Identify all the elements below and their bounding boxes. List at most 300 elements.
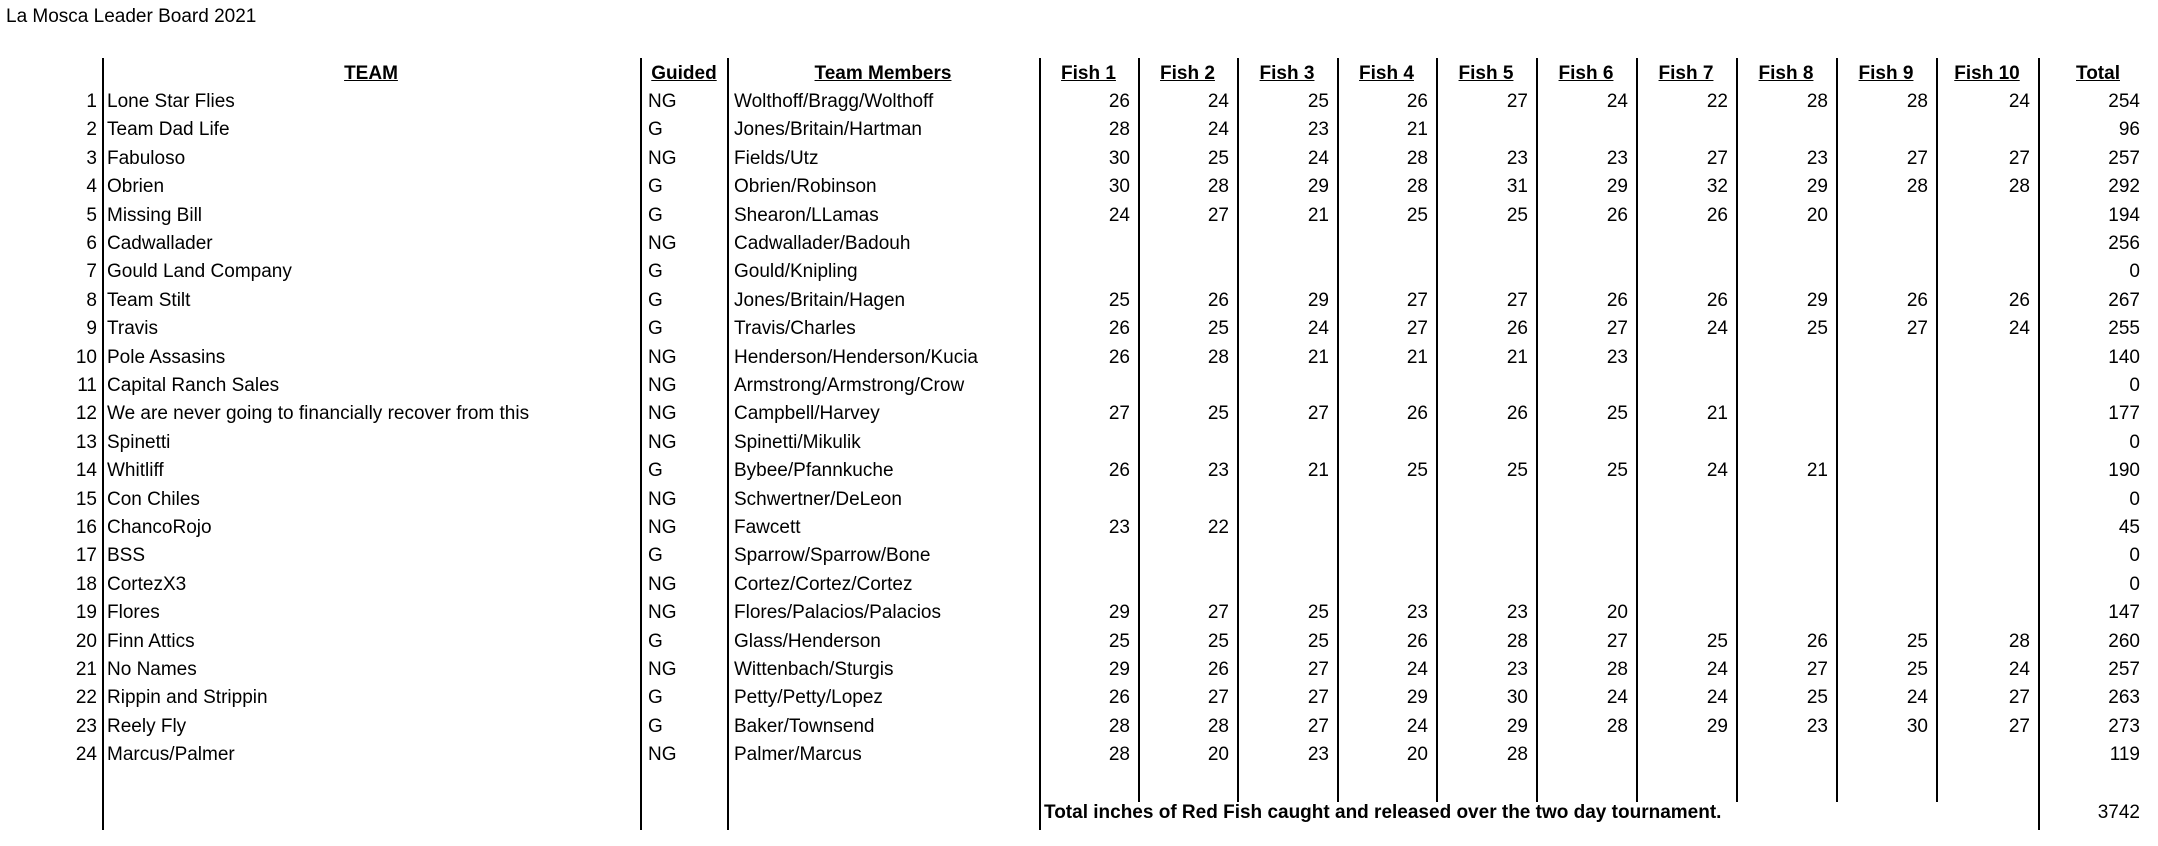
fish-10-cell: 28 — [2008, 176, 2030, 198]
guided-cell: NG — [648, 403, 677, 425]
fish-8-cell: 27 — [1806, 659, 1828, 680]
fish-6-cell: 24 — [1606, 687, 1628, 709]
team-name-cell: Finn Attics — [107, 630, 195, 652]
fish-10-cell — [1950, 429, 2030, 457]
fish-5-cell — [1448, 486, 1528, 514]
fish-9-cell — [1848, 202, 1928, 230]
team-name-cell: Spinetti — [107, 431, 171, 453]
fish-5-cell — [1448, 542, 1528, 570]
fish-6-cell — [1548, 741, 1628, 769]
fish-2-cell — [1149, 258, 1229, 286]
fish-4-cell: 21 — [1406, 119, 1428, 141]
fish-9-cell: 25 — [1906, 630, 1928, 652]
fish-1-cell: 25 — [1108, 630, 1130, 652]
rank-cell: 19 — [75, 602, 97, 624]
fish-9-cell: 30 — [1906, 715, 1928, 737]
fish-4-cell: 27 — [1406, 289, 1428, 311]
fish-6-cell — [1548, 230, 1628, 258]
fish-8-cell: 23 — [1806, 715, 1828, 737]
fish-7-cell — [1648, 571, 1728, 599]
header-fish-2: Fish 2 — [1160, 63, 1215, 84]
fish-7-cell — [1648, 741, 1728, 769]
team-members-cell: Jones/Britain/Hagen — [734, 289, 906, 311]
header-fish-4: Fish 4 — [1359, 63, 1414, 84]
rank-cell: 13 — [75, 431, 97, 453]
team-members-cell: Henderson/Henderson/Kucia — [734, 346, 978, 368]
fish-10-cell — [1950, 230, 2030, 258]
rank-cell: 22 — [75, 687, 97, 709]
fish-7-cell: 22 — [1706, 91, 1728, 112]
fish-3-cell — [1249, 514, 1329, 542]
table-row — [0, 684, 2158, 712]
guided-cell: NG — [648, 573, 677, 595]
fish-6-cell: 24 — [1606, 91, 1628, 112]
fish-2-cell: 28 — [1207, 715, 1229, 737]
fish-1-cell — [1050, 429, 1130, 457]
fish-2-cell: 27 — [1207, 687, 1229, 709]
fish-10-cell — [1950, 514, 2030, 542]
fish-5-cell: 27 — [1506, 91, 1528, 112]
fish-10-cell: 27 — [2008, 147, 2030, 169]
table-row — [0, 542, 2158, 570]
fish-6-cell: 28 — [1606, 715, 1628, 737]
fish-6-cell: 23 — [1606, 346, 1628, 368]
fish-2-cell: 20 — [1207, 744, 1229, 766]
header-fish-6: Fish 6 — [1558, 63, 1614, 84]
fish-8-cell: 28 — [1806, 91, 1828, 112]
fish-8-cell: 20 — [1806, 204, 1828, 226]
fish-1-cell: 23 — [1108, 517, 1130, 538]
total-cell: 0 — [2129, 488, 2140, 510]
fish-5-cell — [1448, 116, 1528, 144]
table-row — [0, 202, 2158, 230]
fish-5-cell: 26 — [1506, 403, 1528, 425]
guided-cell: NG — [648, 233, 677, 254]
fish-7-cell: 26 — [1706, 204, 1728, 226]
fish-8-cell: 23 — [1806, 147, 1828, 169]
rank-cell: 11 — [77, 375, 97, 396]
total-cell: 194 — [2108, 204, 2140, 226]
total-cell: 0 — [2129, 573, 2140, 595]
fish-3-cell: 23 — [1307, 744, 1329, 766]
fish-7-cell — [1648, 230, 1728, 258]
total-cell: 255 — [2108, 318, 2140, 340]
total-cell: 292 — [2108, 176, 2140, 198]
fish-5-cell: 28 — [1506, 744, 1528, 766]
header-fish-1: Fish 1 — [1061, 63, 1116, 84]
header-fish-7: Fish 7 — [1658, 63, 1714, 84]
fish-1-cell: 29 — [1108, 659, 1130, 680]
fish-7-cell: 32 — [1706, 176, 1728, 198]
team-name-cell: Team Stilt — [107, 289, 191, 311]
fish-10-cell — [1950, 116, 2030, 144]
fish-1-cell: 25 — [1108, 289, 1130, 311]
guided-cell: NG — [648, 659, 677, 680]
fish-6-cell — [1548, 258, 1628, 286]
fish-4-cell: 21 — [1406, 346, 1428, 368]
header-fish-9: Fish 9 — [1858, 63, 1914, 84]
fish-4-cell — [1348, 372, 1428, 400]
fish-4-cell — [1348, 571, 1428, 599]
team-name-cell: Travis — [107, 318, 159, 340]
fish-6-cell: 25 — [1606, 460, 1628, 482]
fish-7-cell: 25 — [1706, 630, 1728, 652]
fish-2-cell: 25 — [1207, 147, 1229, 169]
header-guided: Guided — [651, 63, 717, 84]
team-name-cell: Fabuloso — [107, 147, 186, 169]
fish-7-cell: 24 — [1706, 318, 1728, 340]
fish-4-cell — [1348, 542, 1428, 570]
table-row — [0, 486, 2158, 514]
fish-9-cell — [1848, 344, 1928, 372]
fish-3-cell: 29 — [1307, 289, 1329, 311]
team-name-cell: Lone Star Flies — [107, 91, 235, 112]
fish-8-cell — [1748, 571, 1828, 599]
fish-1-cell: 30 — [1108, 176, 1130, 198]
fish-7-cell — [1648, 116, 1728, 144]
fish-2-cell: 24 — [1207, 91, 1229, 112]
fish-4-cell: 28 — [1406, 176, 1428, 198]
fish-1-cell: 29 — [1108, 602, 1130, 624]
total-cell: 260 — [2108, 630, 2140, 652]
fish-2-cell: 25 — [1207, 403, 1229, 425]
total-cell: 0 — [2129, 545, 2140, 567]
rank-cell: 10 — [75, 346, 97, 368]
header-total: Total — [2076, 63, 2120, 84]
rank-cell: 17 — [75, 545, 97, 567]
table-row — [0, 230, 2158, 258]
fish-3-cell — [1249, 429, 1329, 457]
team-members-cell: Campbell/Harvey — [734, 403, 880, 425]
fish-7-cell — [1648, 429, 1728, 457]
guided-cell: G — [648, 289, 663, 311]
total-cell: 190 — [2108, 460, 2140, 482]
fish-1-cell: 28 — [1108, 119, 1130, 141]
fish-3-cell — [1249, 258, 1329, 286]
fish-4-cell: 27 — [1406, 318, 1428, 340]
fish-6-cell — [1548, 116, 1628, 144]
fish-10-cell: 28 — [2008, 630, 2030, 652]
table-row — [0, 145, 2158, 173]
team-members-cell: Travis/Charles — [734, 318, 856, 340]
fish-7-cell: 24 — [1706, 687, 1728, 709]
fish-8-cell — [1748, 400, 1828, 428]
guided-cell: G — [648, 204, 663, 226]
team-name-cell: Gould Land Company — [107, 261, 292, 283]
fish-8-cell — [1748, 486, 1828, 514]
grand-total: 3742 — [2097, 802, 2140, 823]
fish-4-cell — [1348, 230, 1428, 258]
fish-2-cell: 25 — [1207, 630, 1229, 652]
guided-cell: NG — [648, 744, 677, 766]
fish-5-cell — [1448, 571, 1528, 599]
fish-3-cell: 21 — [1307, 346, 1329, 368]
fish-5-cell: 25 — [1506, 460, 1528, 482]
fish-9-cell — [1848, 400, 1928, 428]
fish-9-cell — [1848, 116, 1928, 144]
fish-4-cell: 29 — [1406, 687, 1428, 709]
team-name-cell: CortezX3 — [107, 573, 187, 595]
team-name-cell: Obrien — [107, 176, 165, 198]
fish-3-cell: 27 — [1307, 715, 1329, 737]
fish-1-cell — [1050, 258, 1130, 286]
rank-cell: 2 — [86, 119, 97, 141]
table-row — [0, 315, 2158, 343]
fish-1-cell — [1050, 230, 1130, 258]
guided-cell: G — [648, 119, 663, 141]
fish-4-cell: 24 — [1406, 715, 1428, 737]
team-name-cell: BSS — [107, 545, 146, 567]
rank-cell: 15 — [75, 488, 97, 510]
team-members-cell: Jones/Britain/Hartman — [734, 119, 922, 141]
guided-cell: NG — [648, 431, 677, 453]
fish-9-cell — [1848, 599, 1928, 627]
guided-cell: G — [648, 687, 663, 709]
table-row — [0, 88, 2158, 116]
fish-10-cell — [1950, 258, 2030, 286]
team-members-cell: Glass/Henderson — [734, 630, 881, 652]
table-row — [0, 514, 2158, 542]
fish-6-cell — [1548, 486, 1628, 514]
header-fish-8: Fish 8 — [1758, 63, 1814, 84]
guided-cell: G — [648, 715, 663, 737]
guided-cell: G — [648, 261, 663, 283]
team-name-cell: Pole Assasins — [107, 346, 226, 368]
fish-7-cell: 26 — [1706, 289, 1728, 311]
fish-9-cell — [1848, 258, 1928, 286]
table-row — [0, 713, 2158, 741]
fish-10-cell — [1950, 741, 2030, 769]
fish-10-cell: 24 — [2008, 659, 2030, 680]
fish-10-cell — [1950, 571, 2030, 599]
fish-3-cell — [1249, 571, 1329, 599]
fish-4-cell: 23 — [1406, 602, 1428, 624]
fish-6-cell — [1548, 571, 1628, 599]
team-members-cell: Fields/Utz — [734, 147, 819, 169]
fish-1-cell — [1050, 372, 1130, 400]
fish-8-cell — [1748, 344, 1828, 372]
team-name-cell: Marcus/Palmer — [107, 744, 235, 766]
guided-cell: NG — [648, 147, 677, 169]
fish-4-cell: 26 — [1406, 91, 1428, 112]
fish-6-cell: 26 — [1606, 289, 1628, 311]
fish-2-cell: 27 — [1207, 204, 1229, 226]
fish-7-cell: 24 — [1706, 460, 1728, 482]
fish-9-cell — [1848, 486, 1928, 514]
rank-cell: 1 — [86, 91, 97, 112]
team-name-cell: Con Chiles — [107, 488, 200, 510]
fish-1-cell: 30 — [1108, 147, 1130, 169]
team-name-cell: Whitliff — [107, 460, 164, 482]
team-members-cell: Bybee/Pfannkuche — [734, 460, 894, 482]
fish-2-cell — [1149, 542, 1229, 570]
fish-5-cell — [1448, 230, 1528, 258]
team-members-cell: Cadwallader/Badouh — [734, 233, 911, 254]
fish-2-cell: 28 — [1207, 346, 1229, 368]
fish-5-cell: 23 — [1506, 147, 1528, 169]
fish-10-cell — [1950, 400, 2030, 428]
rank-cell: 21 — [75, 659, 97, 680]
fish-8-cell: 29 — [1806, 289, 1828, 311]
table-row — [0, 258, 2158, 286]
fish-5-cell: 29 — [1506, 715, 1528, 737]
team-name-cell: Rippin and Strippin — [107, 687, 268, 709]
fish-8-cell: 25 — [1806, 318, 1828, 340]
header-team-members: Team Members — [814, 63, 952, 84]
fish-6-cell — [1548, 372, 1628, 400]
guided-cell: NG — [648, 488, 677, 510]
fish-5-cell — [1448, 258, 1528, 286]
team-name-cell: Team Dad Life — [107, 119, 230, 141]
fish-4-cell: 26 — [1406, 403, 1428, 425]
rank-cell: 3 — [86, 147, 97, 169]
rank-cell: 14 — [75, 460, 97, 482]
fish-3-cell: 21 — [1307, 204, 1329, 226]
fish-3-cell: 27 — [1307, 403, 1329, 425]
fish-6-cell: 27 — [1606, 318, 1628, 340]
fish-9-cell — [1848, 230, 1928, 258]
fish-7-cell: 21 — [1706, 403, 1728, 425]
fish-3-cell — [1249, 486, 1329, 514]
fish-4-cell — [1348, 486, 1428, 514]
fish-1-cell: 26 — [1108, 318, 1130, 340]
table-row — [0, 628, 2158, 656]
fish-6-cell — [1548, 429, 1628, 457]
fish-9-cell: 28 — [1906, 91, 1928, 112]
table-row — [0, 599, 2158, 627]
fish-4-cell: 28 — [1406, 147, 1428, 169]
guided-cell: G — [648, 630, 663, 652]
fish-5-cell: 31 — [1506, 176, 1528, 198]
fish-8-cell: 25 — [1806, 687, 1828, 709]
fish-10-cell — [1950, 542, 2030, 570]
total-cell: 140 — [2108, 346, 2140, 368]
fish-5-cell: 28 — [1506, 630, 1528, 652]
fish-9-cell — [1848, 514, 1928, 542]
fish-1-cell: 26 — [1108, 91, 1130, 112]
fish-2-cell — [1149, 372, 1229, 400]
guided-cell: NG — [648, 346, 677, 368]
fish-7-cell — [1648, 599, 1728, 627]
fish-1-cell: 26 — [1108, 346, 1130, 368]
fish-8-cell — [1748, 429, 1828, 457]
fish-10-cell — [1950, 599, 2030, 627]
fish-7-cell — [1648, 542, 1728, 570]
table-row — [0, 116, 2158, 144]
total-cell: 0 — [2129, 431, 2140, 453]
table-row — [0, 457, 2158, 485]
total-cell: 256 — [2108, 233, 2140, 254]
fish-4-cell: 20 — [1406, 744, 1428, 766]
fish-3-cell — [1249, 542, 1329, 570]
fish-2-cell: 26 — [1207, 289, 1229, 311]
table-row — [0, 741, 2158, 769]
guided-cell: G — [648, 545, 663, 567]
fish-2-cell: 27 — [1207, 602, 1229, 624]
table-row — [0, 173, 2158, 201]
fish-2-cell — [1149, 571, 1229, 599]
fish-8-cell — [1748, 741, 1828, 769]
fish-8-cell — [1748, 258, 1828, 286]
fish-2-cell — [1149, 486, 1229, 514]
fish-10-cell — [1950, 372, 2030, 400]
fish-2-cell: 25 — [1207, 318, 1229, 340]
team-members-cell: Baker/Townsend — [734, 715, 875, 737]
team-name-cell: ChancoRojo — [107, 517, 212, 538]
total-cell: 0 — [2129, 261, 2140, 283]
fish-8-cell — [1748, 372, 1828, 400]
team-name-cell: Cadwallader — [107, 233, 213, 254]
guided-cell: NG — [648, 375, 677, 396]
team-name-cell: Capital Ranch Sales — [107, 375, 280, 396]
fish-7-cell — [1648, 258, 1728, 286]
fish-5-cell: 25 — [1506, 204, 1528, 226]
total-cell: 147 — [2108, 602, 2140, 624]
total-cell: 45 — [2118, 517, 2140, 538]
total-cell: 263 — [2108, 687, 2140, 709]
fish-7-cell: 27 — [1706, 147, 1728, 169]
fish-5-cell: 30 — [1506, 687, 1528, 709]
fish-6-cell: 25 — [1606, 403, 1628, 425]
fish-6-cell — [1548, 542, 1628, 570]
footer-label: Total inches of Red Fish caught and released over the two day tournament. — [1044, 802, 1722, 823]
fish-10-cell — [1950, 202, 2030, 230]
fish-4-cell: 24 — [1406, 659, 1428, 680]
total-cell: 0 — [2129, 375, 2140, 396]
fish-8-cell — [1748, 542, 1828, 570]
table-row — [0, 287, 2158, 315]
fish-6-cell — [1548, 514, 1628, 542]
fish-4-cell: 25 — [1406, 460, 1428, 482]
guided-cell: NG — [648, 602, 677, 624]
team-members-cell: Palmer/Marcus — [734, 744, 862, 766]
fish-9-cell: 26 — [1906, 289, 1928, 311]
fish-3-cell: 25 — [1307, 602, 1329, 624]
fish-9-cell — [1848, 542, 1928, 570]
header-fish-10: Fish 10 — [1954, 63, 2020, 84]
fish-1-cell: 27 — [1108, 403, 1130, 425]
fish-10-cell: 24 — [2008, 91, 2030, 112]
fish-6-cell: 29 — [1606, 176, 1628, 198]
team-members-cell: Cortez/Cortez/Cortez — [734, 573, 913, 595]
fish-8-cell: 29 — [1806, 176, 1828, 198]
fish-5-cell — [1448, 514, 1528, 542]
team-members-cell: Schwertner/DeLeon — [734, 488, 902, 510]
rank-cell: 6 — [86, 233, 97, 254]
fish-8-cell — [1748, 514, 1828, 542]
fish-1-cell: 28 — [1108, 744, 1130, 766]
fish-1-cell — [1050, 486, 1130, 514]
fish-7-cell: 29 — [1706, 715, 1728, 737]
fish-3-cell — [1249, 230, 1329, 258]
fish-9-cell — [1848, 457, 1928, 485]
team-members-cell: Wittenbach/Sturgis — [734, 659, 894, 680]
rank-cell: 18 — [75, 573, 97, 595]
rank-cell: 16 — [75, 517, 97, 538]
team-members-cell: Obrien/Robinson — [734, 176, 877, 198]
total-cell: 273 — [2108, 715, 2140, 737]
guided-cell: G — [648, 318, 663, 340]
fish-3-cell: 25 — [1307, 91, 1329, 112]
fish-5-cell — [1448, 372, 1528, 400]
total-cell: 177 — [2108, 403, 2140, 425]
team-members-cell: Shearon/LLamas — [734, 204, 879, 226]
header-fish-5: Fish 5 — [1458, 63, 1514, 84]
team-members-cell: Petty/Petty/Lopez — [734, 687, 883, 709]
fish-3-cell: 21 — [1307, 460, 1329, 482]
fish-10-cell — [1950, 457, 2030, 485]
table-row — [0, 372, 2158, 400]
